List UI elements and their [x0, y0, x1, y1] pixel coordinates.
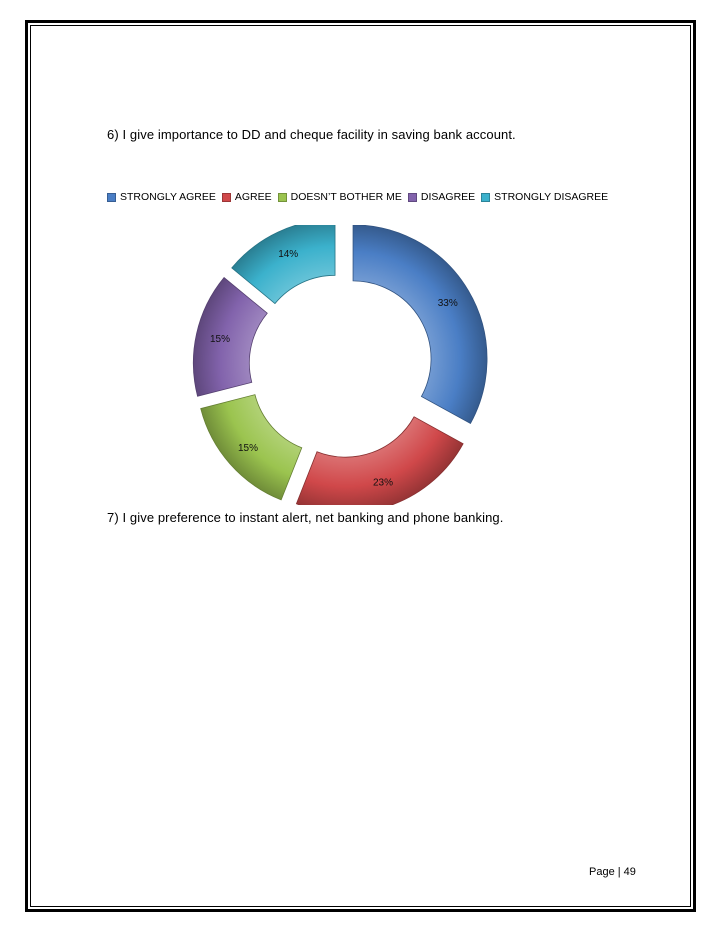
slice-data-label: 15%	[209, 333, 230, 345]
question-7-text: 7) I give preference to instant alert, net banking and phone banking.	[107, 510, 504, 525]
legend-label: STRONGLY AGREE	[120, 191, 216, 203]
chart-slice	[353, 225, 487, 423]
chart-slice	[296, 417, 463, 505]
slice-data-label: 33%	[437, 297, 458, 309]
legend-item	[481, 191, 608, 203]
page-number: Page | 49	[589, 866, 636, 878]
slice-data-label: 14%	[278, 248, 299, 260]
legend-label: DOESN’T BOTHER ME	[290, 191, 402, 203]
chart-slice	[232, 225, 335, 304]
legend-item	[408, 191, 475, 203]
chart-slice	[193, 278, 267, 397]
legend-swatch	[278, 193, 287, 202]
legend-swatch	[408, 193, 417, 202]
legend-label: DISAGREE	[420, 191, 476, 203]
legend-swatch	[481, 193, 490, 202]
question-6-text: 6) I give importance to DD and cheque facility in saving bank account.	[107, 127, 516, 142]
legend-label: AGREE	[234, 191, 272, 203]
legend-swatch	[222, 193, 231, 202]
legend-swatch	[107, 193, 116, 202]
chart-legend	[107, 191, 614, 203]
slice-data-label: 23%	[372, 477, 394, 489]
slice-data-label: 15%	[237, 443, 258, 455]
doughnut-chart	[170, 225, 510, 505]
legend-item	[278, 191, 402, 203]
legend-item	[222, 191, 272, 203]
legend-item	[107, 191, 216, 203]
legend-label: STRONGLY DISAGREE	[494, 191, 609, 203]
